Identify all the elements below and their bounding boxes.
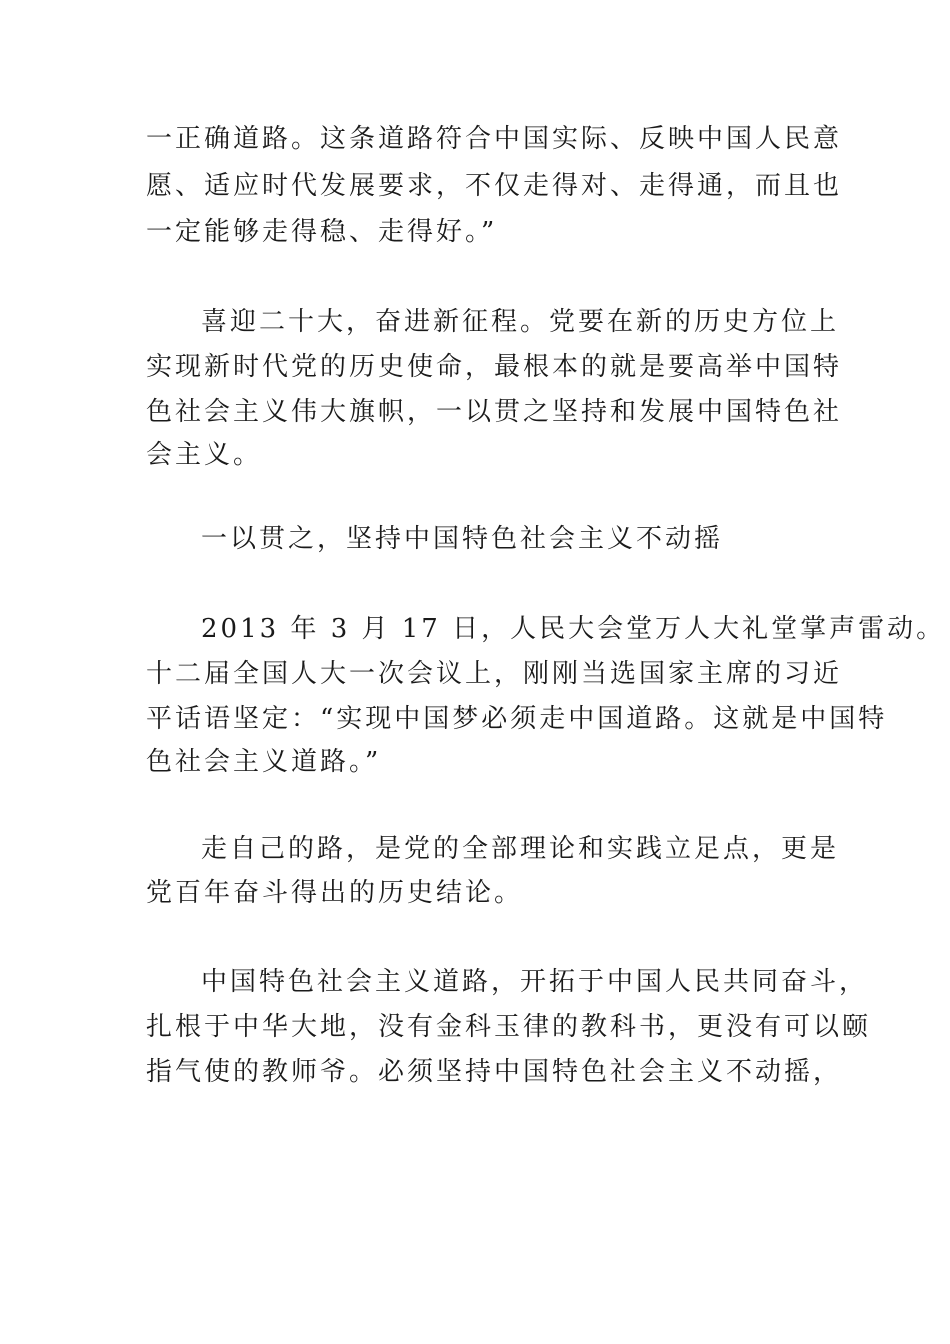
paragraph-line: 愿、适应时代发展要求，不仅走得对、走得通，而且也 [146, 171, 843, 201]
paragraph-line: 一定能够走得稳、走得好。” [146, 217, 498, 247]
paragraph-line: 十二届全国人大一次会议上，刚刚当选国家主席的习近 [146, 659, 843, 689]
paragraph-line: 党百年奋斗得出的历史结论。 [146, 878, 524, 908]
paragraph-line: 一正确道路。这条道路符合中国实际、反映中国人民意 [146, 124, 843, 154]
paragraph-line: 色社会主义伟大旗帜，一以贯之坚持和发展中国特色社 [146, 397, 843, 427]
paragraph-line: 走自己的路，是党的全部理论和实践立足点，更是 [201, 834, 840, 864]
paragraph-line: 指气使的教师爷。必须坚持中国特色社会主义不动摇， [146, 1057, 843, 1087]
paragraph-line: 扎根于中华大地，没有金科玉律的教科书，更没有可以颐 [146, 1012, 872, 1042]
paragraph-line: 2013 年 3 月 17 日，人民大会堂万人大礼堂掌声雷动。 [201, 614, 946, 644]
section-heading: 一以贯之，坚持中国特色社会主义不动摇 [201, 524, 724, 554]
paragraph-line: 会主义。 [146, 440, 263, 470]
paragraph-line: 色社会主义道路。” [146, 747, 382, 777]
paragraph-line: 实现新时代党的历史使命，最根本的就是要高举中国特 [146, 352, 843, 382]
paragraph-line: 中国特色社会主义道路，开拓于中国人民共同奋斗， [201, 967, 869, 997]
paragraph-line: 平话语坚定：“实现中国梦必须走中国道路。这就是中国特 [146, 704, 888, 734]
paragraph-line: 喜迎二十大，奋进新征程。党要在新的历史方位上 [201, 307, 840, 337]
